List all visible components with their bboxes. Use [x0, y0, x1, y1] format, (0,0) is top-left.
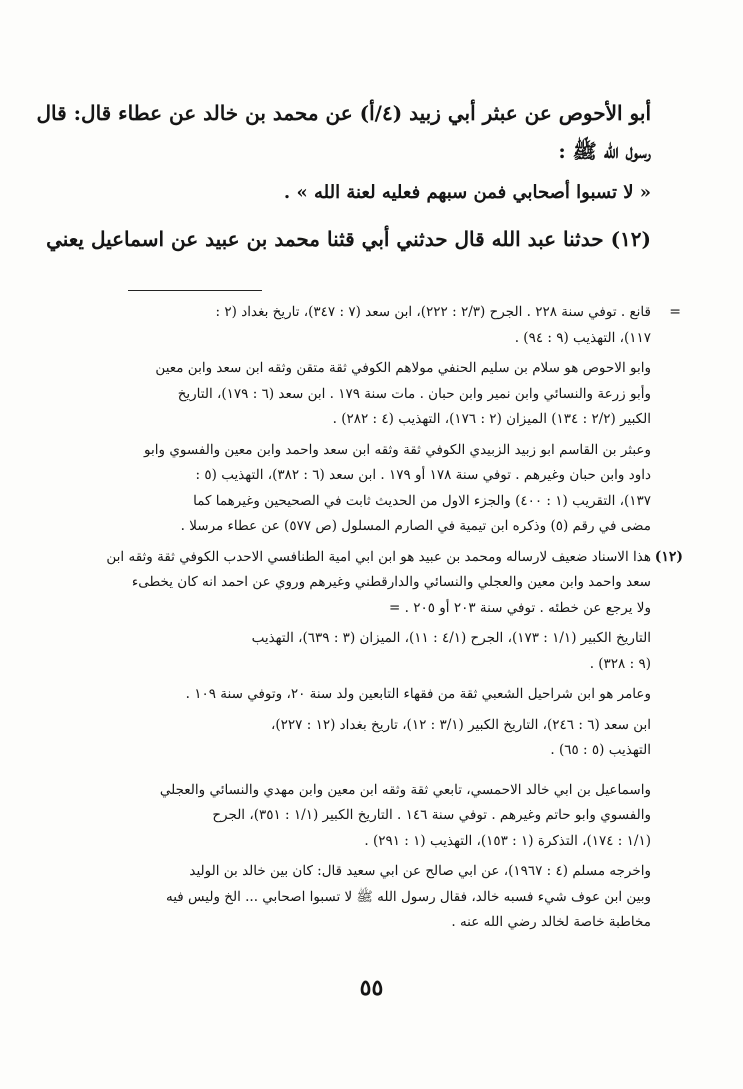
footnote-line: سعد واحمد وابن معين والعجلي والنسائي والدارقطني وغيرهم وروي عن احمد انه كان يخطىء	[131, 574, 651, 590]
footnote-line: وعبثر بن القاسم ابو زبيد الزبيدي الكوفي ثقة وثقه ابن سعد واحمد وابن معين والفسوي وابو	[144, 441, 651, 458]
footnote-line: التهذيب (٥ : ٦٥) .	[550, 742, 651, 758]
footnote-line: (١/١ : ١٧٤)، التذكرة (١ : ١٥٣)، التهذيب (١ : ٢٩١) .	[364, 832, 651, 849]
page-number: ٥٥	[359, 975, 384, 1001]
footnote-line: وأبو زرعة والنسائي وابن نمير وابن حبان . مات سنة ١٧٩ . ابن سعد (٦ : ١٧٩)، التاريخ	[177, 385, 651, 402]
footnote-muslim	[61, 859, 651, 936]
footnote-line: مخاطبة خاصة لخالد رضي الله عنه .	[451, 914, 651, 930]
footnote-continuation	[61, 300, 681, 351]
footnote-number: (١٢)	[654, 548, 683, 565]
footnote-line: واسماعيل بن ابي خالد الاحمسي، تابعي ثقة وثقه ابن معين وابن مهدي والنسائي والعجلي	[159, 781, 651, 798]
footnote-line: (٩ : ٣٢٨) .	[589, 655, 651, 672]
footnote-separator	[128, 290, 262, 291]
footnote-line: ١١٧)، التهذيب (٩ : ٩٤) .	[514, 329, 651, 346]
footnote-line: ابن سعد (٦ : ٢٤٦)، التاريخ الكبير (٣/١ : ١٢)، تاريخ بغداد (١٢ : ٢٢٧)،	[271, 716, 651, 733]
footnote-line: هذا الاسناد ضعيف لارساله ومحمد بن عبيد هو ابن ابي امية الطنافسي الاحدب الكوفي ثقة وثقه ابن	[106, 548, 651, 565]
main-line-1: أبو الأحوص عن عبثر أبي زبيد (٤/أ) عن محمد بن خالد عن عطاء قال: قال	[36, 101, 651, 125]
hadith-12-line: (١٢) حدثنا عبد الله قال حدثني أبي قثنا محمد بن عبيد عن اسماعيل يعني	[46, 227, 651, 251]
footnote-line: الكبير (٢/٢ : ١٣٤) الميزان (٢ : ١٧٦)، التهذيب (٤ : ٢٨٢) .	[332, 411, 651, 427]
footnote-line: داود وابن حبان وغيرهم . توفي سنة ١٧٨ أو ١٧٩ . ابن سعد (٦ : ٣٨٢)، التهذيب (٥ :	[195, 467, 651, 483]
footnote-line: وبين ابن عوف شيء فسبه خالد، فقال رسول الله ﷺ لا تسبوا اصحابي ... الخ وليس فيه	[165, 888, 651, 905]
footnote-line: التاريخ الكبير (١/١ : ١٧٣)، الجرح (٤/١ : ١١)، الميزان (٣ : ٦٣٩)، التهذيب	[251, 630, 651, 646]
footnote-ismail	[61, 778, 651, 855]
footnote-line: وعامر هو ابن شراحيل الشعبي ثقة من فقهاء التابعين ولد سنة ٢٠، وتوفي سنة ١٠٩ .	[185, 686, 651, 702]
main-text	[36, 94, 651, 258]
footnote-line: وابو الاحوص هو سلام بن سليم الحنفي مولاهم الكوفي ثقة متقن وثقه ابن سعد وابن معين	[155, 360, 651, 376]
footnote-line: ولا يرجع عن خطئه . توفي سنة ٢٠٣ أو ٢٠٥ . =	[389, 599, 651, 616]
footnote-line: ١٣٧)، التقريب (١ : ٤٠٠) والجزء الاول من الحديث ثابت في الصحيحين وغيرهما كما	[193, 492, 651, 509]
footnote-ibnsaad	[61, 713, 651, 764]
continuation-marker: =	[669, 304, 681, 320]
footnote-12	[61, 545, 683, 622]
footnote-line: قانع . توفي سنة ٢٢٨ . الجرح (٢/٣ : ٢٢٢)، ابن سعد (٧ : ٣٤٧)، تاريخ بغداد (٢ :	[215, 304, 651, 320]
footnote-amir	[61, 682, 651, 708]
footnote-abu-ahwas	[61, 356, 651, 433]
footnote-abthar	[61, 438, 651, 540]
main-line-2: رسول الله ﷺ :	[558, 139, 651, 163]
hadith-quote: « لا تسبوا أصحابي فمن سبهم فعليه لعنة الله » .	[283, 182, 651, 203]
footnote-line: واخرجه مسلم (٤ : ١٩٦٧)، عن ابي صالح عن ابي سعيد قال: كان بين خالد بن الوليد	[189, 863, 651, 879]
footnotes	[61, 300, 683, 941]
footnote-tarikh	[61, 626, 651, 677]
footnote-line: مضى في رقم (٥) وذكره ابن تيمية في الصارم المسلول (ص ٥٧٧) عن عطاء مرسلا .	[180, 518, 651, 534]
footnote-line: والفسوي وابو حاتم وغيرهم . توفي سنة ١٤٦ . التاريخ الكبير (١/١ : ٣٥١)، الجرح	[212, 807, 651, 823]
